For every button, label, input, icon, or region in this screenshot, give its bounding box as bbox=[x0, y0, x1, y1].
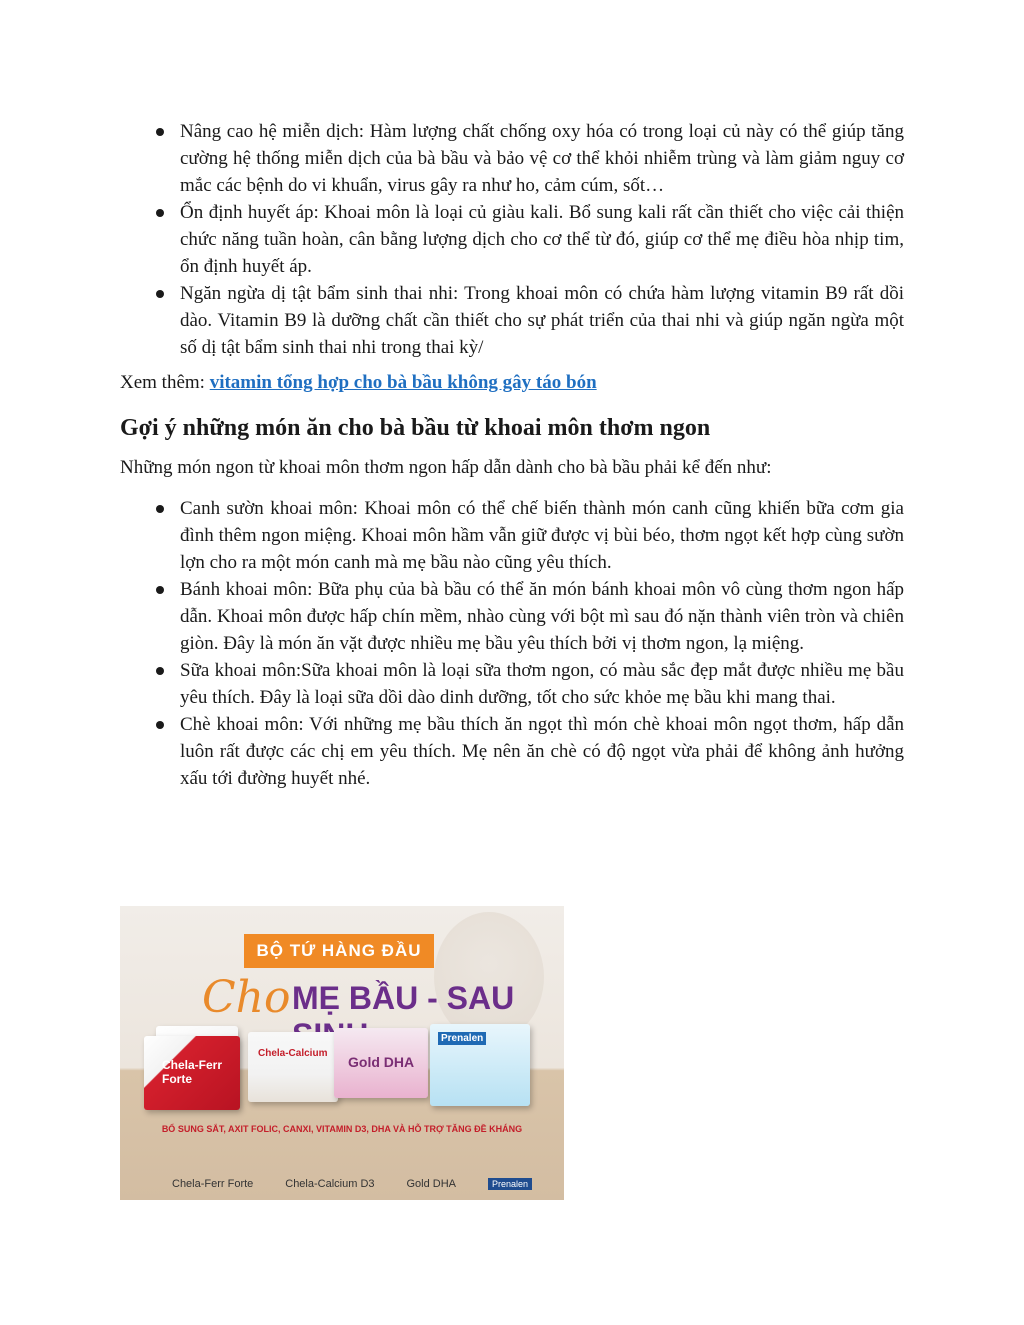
bullet-icon bbox=[156, 667, 164, 675]
list-item: Chè khoai môn: Với những mẹ bầu thích ăn ngọt thì món chè khoai môn ngọt thơm, hấp dẫn luôn rất được các chị em yêu thích. Mẹ nên ăn chè có độ ngọt vừa phải để không ảnh hưởng xấu tới đường huyết nhé. bbox=[120, 711, 904, 792]
brand-logo: Prenalen bbox=[488, 1178, 532, 1190]
promo-tagline: BỔ SUNG SẮT, AXIT FOLIC, CANXI, VITAMIN D3, DHA VÀ HỖ TRỢ TĂNG ĐỀ KHÁNG bbox=[161, 1124, 523, 1134]
list-item: Canh sườn khoai môn: Khoai môn có thể chế biến thành món canh cũng khiến bữa cơm gia đình thêm ngon miệng. Khoai môn hầm vẫn giữ được vị bùi béo, thơm ngọt kết hợp cùng sườn lợn cho ra một món canh mà mẹ bầu nào cũng yêu thích. bbox=[120, 495, 904, 576]
list-item: Bánh khoai môn: Bữa phụ của bà bầu có thể ăn món bánh khoai môn vô cùng thơm ngon hấp dẫn. Khoai môn được hấp chín mềm, nhào cùng với bột mì sau đó nặn thành viên tròn và chiên giòn. Đây là món ăn vặt được nhiều mẹ bầu yêu thích bởi vị thơm ngon, lạ miệng. bbox=[120, 576, 904, 657]
product-box-chela-calcium: Chela-Calcium bbox=[248, 1032, 338, 1102]
product-box-gold-dha: Gold DHA bbox=[334, 1028, 428, 1098]
bullet-icon bbox=[156, 505, 164, 513]
benefits-list bbox=[120, 118, 904, 361]
list-item: Sữa khoai môn:Sữa khoai môn là loại sữa thơm ngon, có màu sắc đẹp mắt được nhiều mẹ bầu yêu thích. Đây là loại sữa dồi dào dinh dưỡng, tốt cho sức khỏe mẹ bầu khi mang thai. bbox=[120, 657, 904, 711]
promo-banner: BỘ TỨ HÀNG ĐẦU bbox=[244, 934, 434, 968]
bullet-icon bbox=[156, 586, 164, 594]
see-more-line bbox=[120, 369, 904, 396]
brand-logo: Gold DHA bbox=[406, 1178, 456, 1190]
product-box-prenalen: Prenalen bbox=[430, 1024, 530, 1106]
brand-logo: Chela-Ferr Forte bbox=[172, 1178, 254, 1190]
brand-row bbox=[172, 1178, 532, 1190]
bullet-icon bbox=[156, 721, 164, 729]
promo-script-text: Cho bbox=[202, 972, 291, 1023]
section-heading: Gợi ý những món ăn cho bà bầu từ khoai môn thơm ngon bbox=[120, 415, 711, 441]
promo-image bbox=[120, 906, 564, 1200]
product-box-chela-ferr: Chela-Ferr Forte bbox=[144, 1036, 240, 1110]
promo-title: MẸ BẦU - SAU bbox=[292, 980, 515, 1016]
see-more-prefix: Xem thêm: bbox=[120, 372, 210, 393]
list-item: Ổn định huyết áp: Khoai môn là loại củ giàu kali. Bổ sung kali rất cần thiết cho việc cải thiện chức năng tuần hoàn, cân bằng lượng dịch cho cơ thể từ đó, giúp cơ thể mẹ điều hòa nhịp tim, ổn định huyết áp. bbox=[120, 199, 904, 280]
intro-paragraph: Những món ngon từ khoai môn thơm ngon hấp dẫn dành cho bà bầu phải kể đến như: bbox=[120, 457, 772, 478]
document-content bbox=[120, 118, 904, 792]
list-item: Ngăn ngừa dị tật bẩm sinh thai nhi: Trong khoai môn có chứa hàm lượng vitamin B9 rất dồi dào. Vitamin B9 là dưỡng chất cần thiết cho sự phát triển của thai nhi và giúp ngăn ngừa một số dị tật bẩm sinh thai nhi trong thai kỳ/ bbox=[120, 280, 904, 361]
bullet-icon bbox=[156, 209, 164, 217]
bullet-icon bbox=[156, 290, 164, 298]
list-item: Nâng cao hệ miễn dịch: Hàm lượng chất chống oxy hóa có trong loại củ này có thể giúp tăng cường hệ thống miễn dịch của bà bầu và bảo vệ cơ thể khỏi nhiễm trùng và làm giảm nguy cơ mắc các bệnh do vi khuẩn, virus gây ra như ho, cảm cúm, sốt… bbox=[120, 118, 904, 199]
see-more-link[interactable]: vitamin tổng hợp cho bà bầu không gây táo bón bbox=[209, 372, 597, 393]
dishes-list bbox=[120, 495, 904, 792]
bullet-icon bbox=[156, 128, 164, 136]
brand-logo: Chela-Calcium D3 bbox=[285, 1178, 375, 1190]
